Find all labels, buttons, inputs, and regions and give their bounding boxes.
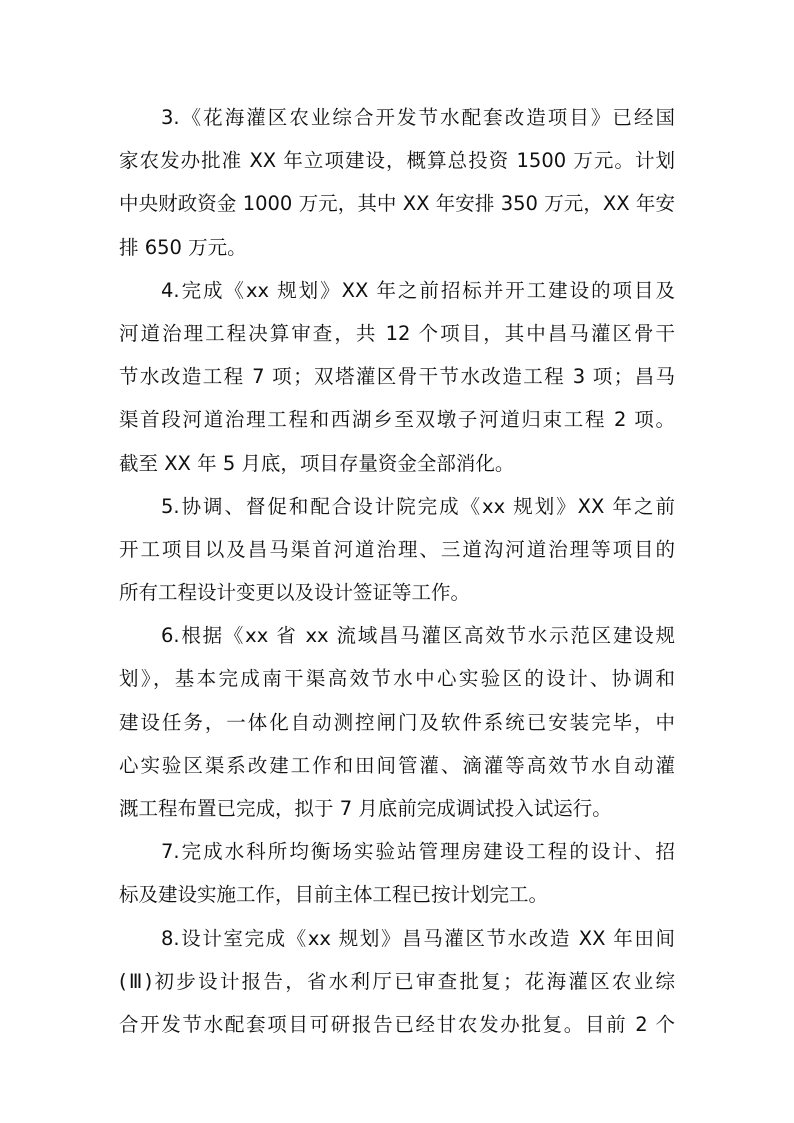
- paragraph-item-6: [119, 614, 675, 830]
- text-line: 4.完成《xx 规划》XX 年之前招标并开工建设的项目及: [161, 278, 675, 302]
- text-line: 排 650 万元。: [119, 235, 247, 259]
- text-line: (Ⅲ)初步设计报告，省水利厅已审查批复；花海灌区农业综: [119, 969, 675, 993]
- text-line: 所有工程设计变更以及设计签证等工作。: [119, 581, 471, 605]
- text-line: 溉工程布置已完成，拟于 7 月底前完成调试投入试运行。: [119, 797, 612, 820]
- text-line: 家农发办批准 XX 年立项建设，概算总投资 1500 万元。计划: [119, 149, 675, 173]
- text-line: 5.协调、督促和配合设计院完成《xx 规划》XX 年之前: [161, 494, 675, 518]
- text-line: 标及建设实施工作，目前主体工程已按计划完工。: [119, 883, 549, 907]
- text-line: 渠首段河道治理工程和西湖乡至双墩子河道归束工程 2 项。: [119, 408, 675, 432]
- text-line: 中央财政资金 1000 万元，其中 XX 年安排 350 万元，XX 年安: [119, 192, 675, 216]
- text-line: 3.《花海灌区农业综合开发节水配套改造项目》已经国: [161, 106, 675, 129]
- text-line: 建设任务，一体化自动测控闸门及软件系统已安装完毕，中: [119, 710, 675, 734]
- text-line: 6.根据《xx 省 xx 流域昌马灌区高效节水示范区建设规: [161, 624, 675, 648]
- text-line: 合开发节水配套项目可研报告已经甘农发办批复。目前 2 个: [119, 1012, 675, 1036]
- text-line: 截至 XX 年 5 月底，项目存量资金全部消化。: [119, 451, 515, 475]
- paragraph-item-5: [119, 485, 675, 615]
- text-line: 河道治理工程决算审查，共 12 个项目，其中昌马灌区骨干: [119, 321, 675, 345]
- paragraph-item-7: [119, 830, 675, 916]
- text-line: 8.设计室完成《xx 规划》昌马灌区节水改造 XX 年田间: [161, 926, 675, 950]
- paragraph-item-3: [119, 96, 675, 269]
- text-line: 节水改造工程 7 项；双塔灌区骨干节水改造工程 3 项；昌马: [119, 365, 675, 389]
- paragraph-item-4: [119, 269, 675, 485]
- text-line: 开工项目以及昌马渠首河道治理、三道沟河道治理等项目的: [119, 537, 675, 561]
- text-line: 7.完成水科所均衡场实验站管理房建设工程的设计、招: [161, 840, 675, 864]
- document-page: [119, 96, 675, 1046]
- text-line: 心实验区渠系改建工作和田间管灌、滴灌等高效节水自动灌: [119, 753, 675, 777]
- paragraph-item-8: [119, 917, 675, 1047]
- text-line: 划》，基本完成南干渠高效节水中心实验区的设计、协调和: [119, 667, 675, 691]
